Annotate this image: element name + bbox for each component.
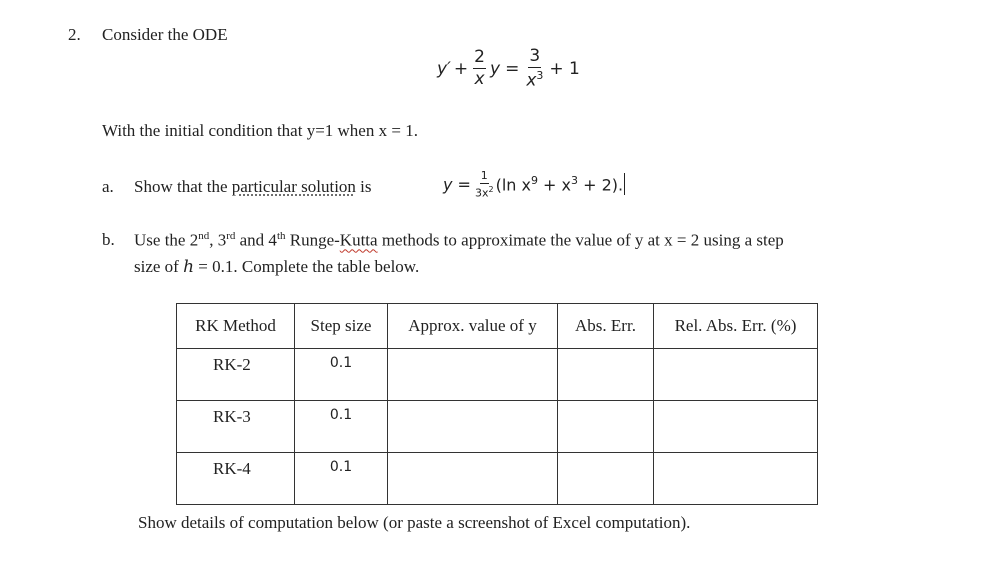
solution-expression bbox=[496, 174, 624, 194]
part-b-line-2 bbox=[134, 257, 419, 277]
part-b-label: b. bbox=[102, 230, 115, 249]
ode-frac1-den: x bbox=[474, 69, 485, 90]
solution-den-base: 3x bbox=[474, 186, 489, 200]
ode-frac1-num: 2 bbox=[474, 47, 485, 68]
ode-frac2-den-base: x bbox=[526, 70, 537, 91]
initial-condition: With the initial condition that y=1 when x = 1. bbox=[102, 121, 418, 140]
cell-abs-err[interactable] bbox=[558, 453, 654, 505]
part-a-text-after: is bbox=[355, 177, 372, 196]
cell-abs-err[interactable] bbox=[558, 349, 654, 401]
cell-approx[interactable] bbox=[388, 349, 558, 401]
part-b-text-g: = 0.1. Complete the table below. bbox=[194, 257, 420, 276]
cell-method[interactable]: RK-2 bbox=[177, 349, 295, 401]
footer-instruction: Show details of computation below (or paste a screenshot of Excel computation). bbox=[138, 513, 691, 532]
part-b-text-e: methods to approximate the value of y at x = 2 using a step bbox=[377, 230, 784, 250]
ode-fraction-2 bbox=[526, 48, 543, 90]
rk-results-table bbox=[176, 303, 818, 505]
header-approx-value: Approx. value of y bbox=[388, 304, 558, 349]
step-h-symbol: h bbox=[183, 257, 195, 277]
cell-step[interactable]: 0.1 bbox=[295, 453, 388, 505]
solution-fraction bbox=[475, 170, 494, 199]
part-b-text-b: , 3 bbox=[209, 230, 227, 250]
particular-solution bbox=[443, 170, 625, 199]
cell-step[interactable]: 0.1 bbox=[295, 401, 388, 453]
table-row bbox=[177, 453, 818, 505]
part-a-text bbox=[134, 177, 372, 197]
solution-exp-3: 3 bbox=[571, 174, 579, 188]
ode-frac2-den bbox=[526, 68, 543, 90]
ode-equation bbox=[437, 48, 580, 90]
part-b-text-a: Use the 2 bbox=[134, 230, 199, 250]
cell-rel-err[interactable] bbox=[654, 453, 818, 505]
sup-th: th bbox=[276, 230, 286, 242]
cell-rel-err[interactable] bbox=[654, 401, 818, 453]
cell-approx[interactable] bbox=[388, 453, 558, 505]
ode-frac2-num: 3 bbox=[529, 46, 541, 66]
part-b-line-1 bbox=[134, 230, 784, 251]
sup-nd: nd bbox=[198, 230, 210, 242]
solution-frac-num: 1 bbox=[480, 169, 488, 182]
cell-step[interactable]: 0.1 bbox=[295, 349, 388, 401]
header-step-size: Step size bbox=[295, 304, 388, 349]
part-a-underlined: particular solution bbox=[231, 177, 356, 196]
sup-rd: rd bbox=[226, 230, 236, 242]
part-a-label: a. bbox=[102, 177, 114, 196]
solution-frac-den bbox=[475, 184, 494, 199]
ode-plus-one: + 1 bbox=[549, 58, 580, 79]
table-row bbox=[177, 401, 818, 453]
ode-y: y bbox=[490, 58, 501, 79]
part-a-text-before: Show that the bbox=[134, 177, 232, 196]
table-row bbox=[177, 349, 818, 401]
header-abs-err: Abs. Err. bbox=[558, 304, 654, 349]
part-b-text-d: Runge- bbox=[285, 230, 340, 250]
ode-plus: + bbox=[453, 58, 469, 79]
cell-rel-err[interactable] bbox=[654, 349, 818, 401]
problem-intro: Consider the ODE bbox=[102, 25, 228, 44]
solution-part-1: (ln x bbox=[495, 175, 531, 195]
cell-approx[interactable] bbox=[388, 401, 558, 453]
part-b-text-c: and 4 bbox=[235, 230, 277, 250]
spellcheck-word-kutta: Kutta bbox=[339, 230, 378, 250]
ode-frac2-den-exp: 3 bbox=[536, 69, 544, 82]
text-cursor bbox=[624, 173, 625, 195]
ode-fraction-1 bbox=[473, 49, 486, 88]
problem-number: 2. bbox=[68, 25, 81, 44]
solution-lhs: y = bbox=[443, 174, 471, 194]
table-header-row bbox=[177, 304, 818, 349]
cell-method[interactable]: RK-3 bbox=[177, 401, 295, 453]
header-rk-method: RK Method bbox=[177, 304, 295, 349]
solution-den-exp: 2 bbox=[488, 185, 494, 194]
cell-method[interactable]: RK-4 bbox=[177, 453, 295, 505]
part-b-text-f: size of bbox=[134, 257, 184, 276]
solution-exp-9: 9 bbox=[530, 174, 538, 188]
header-rel-abs-err: Rel. Abs. Err. (%) bbox=[654, 304, 818, 349]
ode-y-prime: y′ bbox=[437, 58, 451, 79]
cell-abs-err[interactable] bbox=[558, 401, 654, 453]
ode-equals: = bbox=[505, 58, 520, 79]
solution-part-2: + x bbox=[537, 175, 572, 195]
solution-part-3: + 2). bbox=[578, 175, 624, 195]
